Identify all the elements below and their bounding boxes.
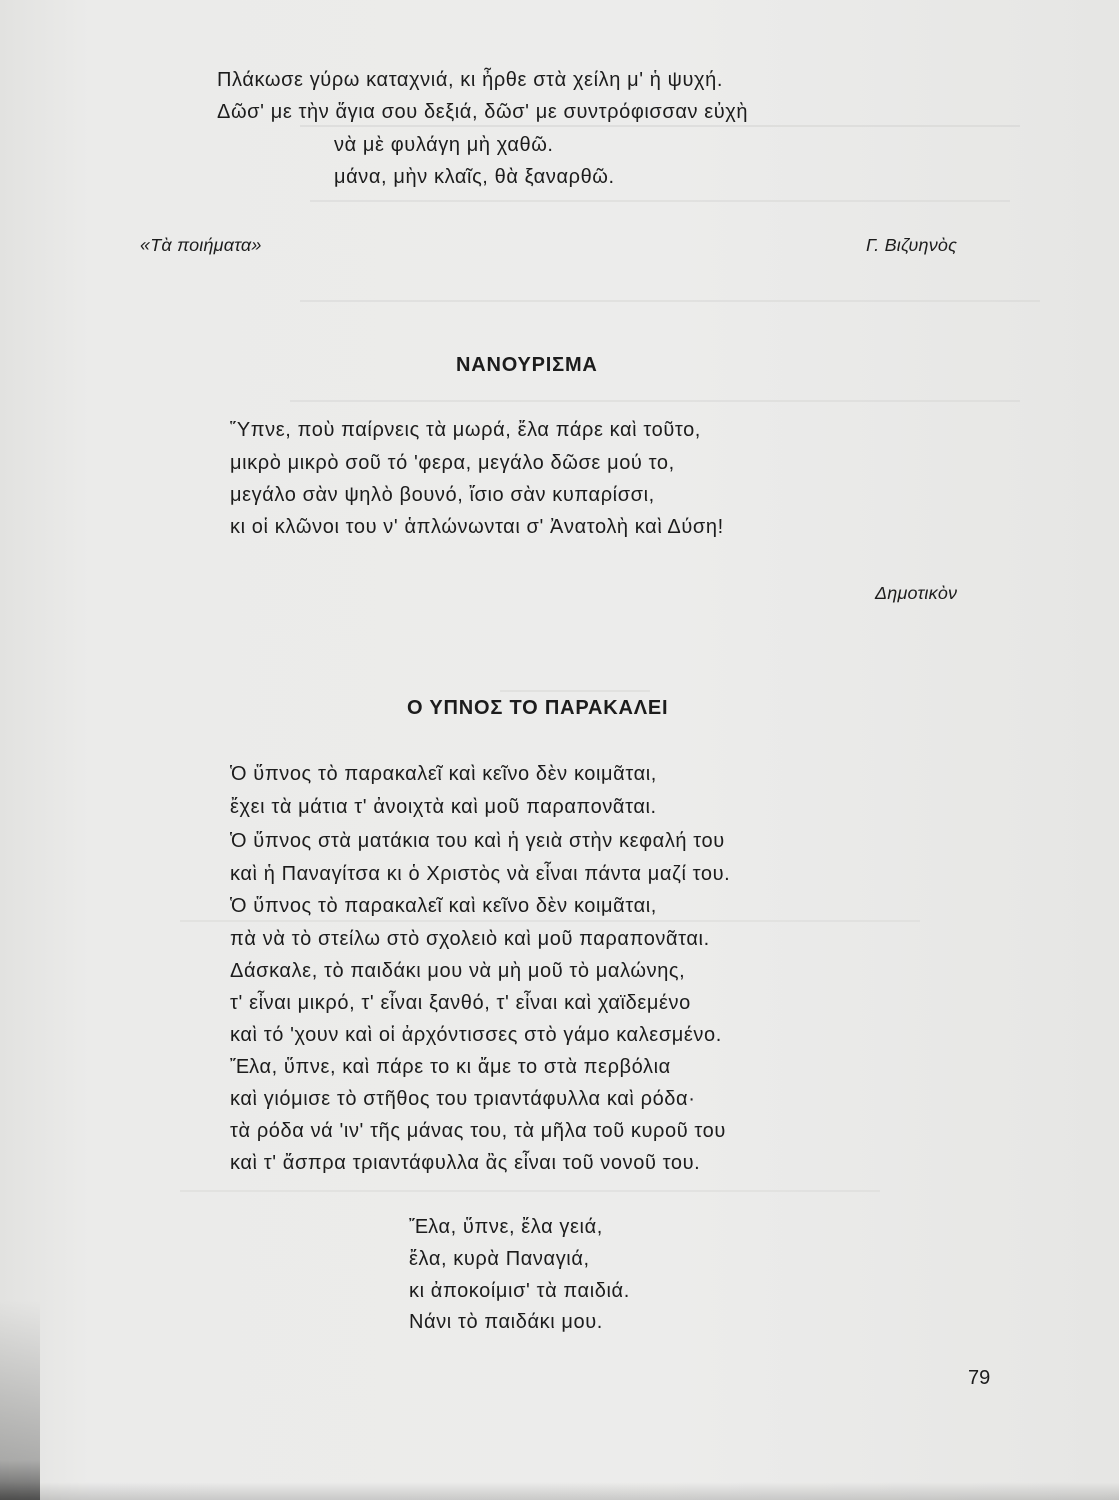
poem3-line: Ἔλα, ὕπνε, καὶ πάρε το κι ἄμε το στὰ περβόλια — [230, 1056, 671, 1078]
poem3-line: καὶ τ' ἄσπρα τριαντάφυλλα ἂς εἶναι τοῦ νονοῦ του. — [230, 1152, 701, 1174]
poem3-title: Ο ΥΠΝΟΣ ΤΟ ΠΑΡΑΚΑΛΕΙ — [407, 697, 669, 719]
poem2-line: Ὕπνε, ποὺ παίρνεις τὰ μωρά, ἔλα πάρε καὶ τοῦτο, — [230, 419, 701, 441]
poem3-line: Ὁ ὕπνος στὰ ματάκια του καὶ ἡ γειὰ στὴν κεφαλή του — [230, 830, 725, 852]
poem2-line: μεγάλο σὰν ψηλὸ βουνό, ἴσιο σὰν κυπαρίσσι, — [230, 484, 655, 506]
poem1-line: νὰ μὲ φυλάγη μὴ χαθῶ. — [334, 134, 554, 156]
poem1-line: μάνα, μὴν κλαῖς, θὰ ξαναρθῶ. — [334, 166, 615, 188]
poem3-line: Δάσκαλε, τὸ παιδάκι μου νὰ μὴ μοῦ τὸ μαλώνης, — [230, 960, 686, 982]
page-number: 79 — [968, 1367, 991, 1389]
poem3-refrain-line: Ἔλα, ὕπνε, ἔλα γειά, — [409, 1216, 603, 1238]
poem3-line: Ὁ ὕπνος τὸ παρακαλεῖ καὶ κεῖνο δὲν κοιμᾶται, — [230, 763, 657, 785]
poem3-line: πὰ νὰ τὸ στείλω στὸ σχολειὸ καὶ μοῦ παραπονᾶται. — [230, 928, 710, 950]
poem2-line: μικρὸ μικρὸ σοῦ τό 'φερα, μεγάλο δῶσε μού το, — [230, 452, 675, 474]
poem1-author: Γ. Βιζυηνὸς — [866, 235, 958, 255]
poem2-line: κι οἱ κλῶνοι του ν' ἁπλώνωνται σ' Ἀνατολὴ καὶ Δύση! — [230, 516, 724, 538]
poem3-line: Ὁ ὕπνος τὸ παρακαλεῖ καὶ κεῖνο δὲν κοιμᾶται, — [230, 895, 657, 917]
poem3-line: καὶ ἡ Παναγίτσα κι ὁ Χριστὸς νὰ εἶναι πάντα μαζί του. — [230, 863, 731, 885]
poem3-refrain-line: ἔλα, κυρὰ Παναγιά, — [409, 1248, 590, 1270]
poem2-title: ΝΑΝΟΥΡΙΣΜΑ — [456, 354, 598, 376]
poem1-line: Δῶσ' με τὴν ἅγια σου δεξιά, δῶσ' με συντρόφισσαν εὐχὴ — [217, 101, 749, 123]
poem3-refrain-line: κι ἀποκοίμισ' τὰ παιδιά. — [409, 1280, 630, 1302]
poem2-attribution: Δημοτικὸν — [875, 583, 958, 603]
poem3-line: καὶ τό 'χουν καὶ οἱ ἀρχόντισσες στὸ γάμο καλεσμένο. — [230, 1024, 722, 1046]
poem3-line: τὰ ρόδα νά 'ιν' τῆς μάνας του, τὰ μῆλα τοῦ κυροῦ του — [230, 1120, 726, 1142]
poem3-line: καὶ γιόμισε τὸ στῆθος του τριαντάφυλλα καὶ ρόδα· — [230, 1088, 696, 1110]
page-edge-shadow — [0, 1300, 40, 1500]
poem3-line: τ' εἶναι μικρό, τ' εἶναι ξανθό, τ' εἶναι καὶ χαϊδεμένο — [230, 992, 691, 1014]
poem3-line: ἔχει τὰ μάτια τ' ἀνοιχτὰ καὶ μοῦ παραπονᾶται. — [230, 796, 657, 818]
poem1-source: «Τὰ ποιήματα» — [140, 235, 262, 255]
poem3-refrain-line: Νάνι τὸ παιδάκι μου. — [409, 1311, 603, 1333]
page-bottom-shadow — [0, 1482, 1119, 1500]
poem1-line: Πλάκωσε γύρω καταχνιά, κι ἦρθε στὰ χείλη μ' ἡ ψυχή. — [217, 69, 724, 91]
